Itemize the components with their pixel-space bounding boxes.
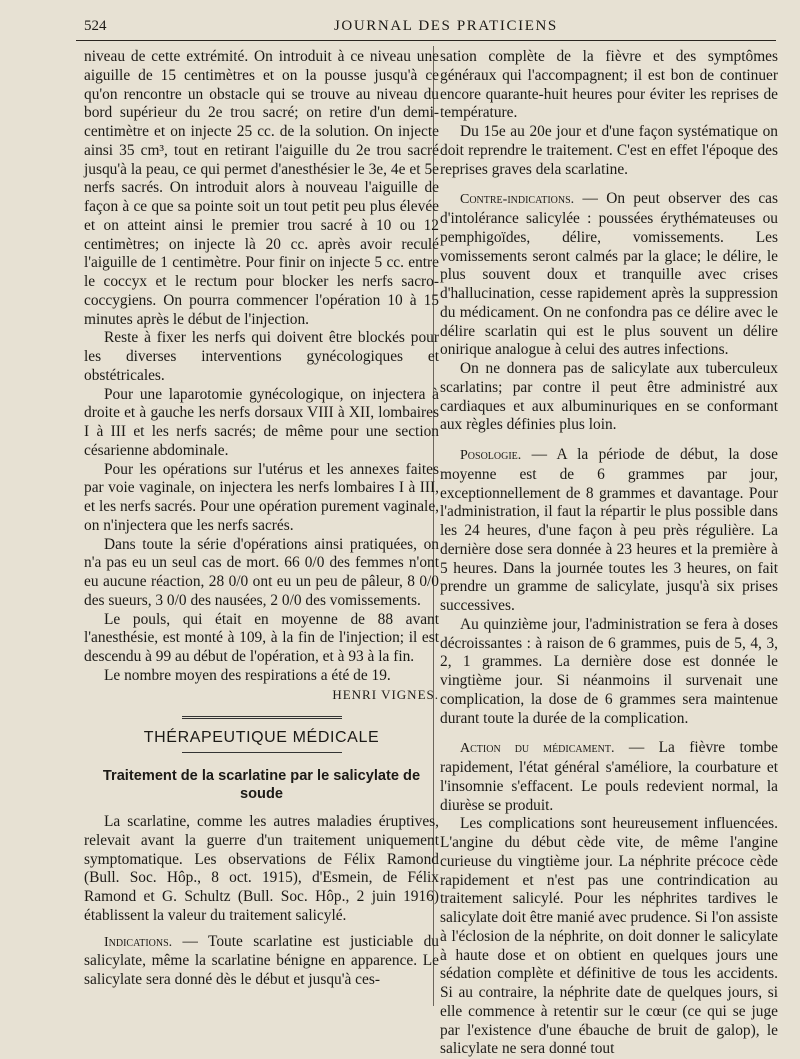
paragraph: Le nombre moyen des respirations a été de 19. <box>104 666 391 684</box>
paragraph <box>440 190 778 360</box>
subsection-label: Action du médicament. <box>460 741 615 757</box>
paragraph: sation complète de la fièvre et des symptômes généraux qui l'accompagnent; il est bon de continuer encore quarante-huit heures pour éviter les reprises de température. <box>440 48 778 122</box>
section-title: THÉRAPEUTIQUE MÉDICALE <box>143 729 380 747</box>
paragraph-text: — A la période de début, la dose moyenne est de 6 grammes par jour, exceptionnellement de 8 grammes et davantage. Pour l'administration, il faut la répartir le plus possible dans les 24 heures, d'une façon à peu près régulière. La dernière dose sera donnée à 23 heures et la première à 5 heures. Dans la journée toutes les 3 heures, on fait prendre un gramme de salicylate, jusqu'à six prises successives. <box>440 446 778 614</box>
paragraph: Pour les opérations sur l'utérus et les annexes faites par voie vaginale, on injectera les nerfs lombaires I à III, et les nerfs sacrés. Pour une opération purement vaginale, on n'injectera que les nerfs sacrés. <box>84 460 439 534</box>
author-signature: HENRI VIGNES. <box>332 686 439 702</box>
subsection-label: Contre-indications. <box>460 192 575 208</box>
section-divider <box>182 716 342 719</box>
paragraph: Les complications sont heureusement influencées. L'angine du début cède vite, de même l'angine curieuse du vingtième jour. La néphrite précoce cède rapidement et n'est pas une contrindication au traitement salicylé. Pour les néphrites tardives le salicylate doit être manié avec prudence. Si l'on assiste à l'éclosion de la néphrite, on doit donner le salicylate à haute dose et on obtient en quelques jours une sédation complète et définitive de tous les accidents. Si au contraire, la néphrite date de quelques jours, si elle commence à retentir sur le cœur (ce qui se juge par l'existence d'une ébauche de bruit de galop), le salicylate ne sera donné tout <box>440 815 778 1058</box>
paragraph <box>440 446 778 616</box>
paragraph-text: — On peut observer des cas d'intolérance salicylée : poussées érythémateuses ou pemphigoïdes, délire, vomissements. Les vomissements seront calmés par la glace; le délire, le plus souvent doux et tranquille avec crises d'hallucination, cesse rapidement après la suppression du médicament. On ne confondra pas ce délire avec le délire scarlatin qui est le plus souvent un délire onirique analogue à celui des autres infections. <box>440 190 778 359</box>
paragraph: La scarlatine, comme les autres maladies éruptives, relevait avant la guerre d'un traitement uniquement symptomatique. Les observations de Félix Ramond (Bull. Soc. Hôp., 8 oct. 1915), d'Esmein, de Félix Ramond et G. Schultz (Bull. Soc. Hôp., 2 juin 1916) établissent la valeur du traitement salicylé. <box>84 813 439 924</box>
article-title: Traitement de la scarlatine par le salicylate de soude <box>102 768 421 802</box>
paragraph: Le pouls, qui était en moyenne de 88 avant l'anesthésie, est monté à 109, à la fin de l'injection; il est descendu à 99 au début de l'opération, et à 93 à la fin. <box>84 610 439 665</box>
paragraph: Pour une laparotomie gynécologique, on injectera à droite et à gauche les nerfs dorsaux VIII à XII, lombaires I à III et les nerfs sacrés; de même pour une section césarienne abdominale. <box>84 385 439 459</box>
running-head <box>84 18 774 40</box>
subsection-label: Indications. <box>104 934 173 950</box>
paragraph <box>440 739 778 815</box>
paragraph: On ne donnera pas de salicylate aux tuberculeux scarlatins; par contre il peut être administré aux cardiaques et aux albuminuriques en se conformant aux règles définies plus loin. <box>440 360 778 434</box>
section-divider <box>182 752 342 753</box>
page-number: 524 <box>84 18 107 34</box>
paragraph: Dans toute la série d'opérations ainsi pratiquées, on n'a pas eu un seul cas de mort. 66 0/0 des femmes n'ont eu aucune réaction, 28 0/0 ont eu un peu de pâleur, 8 0/0 des sueurs, 3 0/0 des nausées, 2 0/0 des vomissements. <box>84 535 439 609</box>
paragraph-text: — La fièvre tombe rapidement, l'état général s'améliore, la courbature et l'insomnie s'effacent. Le pouls redevient normal, la diurèse se produit. <box>440 739 778 814</box>
subsection-label: Posologie. <box>460 448 522 463</box>
paragraph: Du 15e au 20e jour et d'une façon systématique on doit reprendre le traitement. C'est en effet l'époque des reprises graves dela scarlatine. <box>440 123 778 178</box>
header-rule <box>76 40 776 41</box>
paragraph: niveau de cette extrémité. On introduit à ce niveau une aiguille de 15 centimètres et on la pousse jusqu'à ce qu'on rencontre un obstacle qui se trouve au niveau du bord supérieur du 2e trou sacré; on retire d'un demi-centimètre et on injecte 25 cc. de la solution. On injecte ainsi 35 cm³, tout en retirant l'aiguille du 2e trou sacré jusqu'à la peau, ce qui permet d'anesthésier le 3e, 4e et 5e nerfs sacrés. On introduit alors à nouveau l'aiguille de façon à ce que sa pointe soit un tout petit peu plus élevée et on atteint ainsi le premier trou sacré à 10 ou 12 centimètres; on injecte là 20 cc. après avoir reculé l'aiguille de 1 centimètre. Pour finir on injecte 5 cc. entre le coccyx et le rectum pour blocker les nerfs sacro-coccygiens. On pourra commencer l'opération 10 à 15 minutes après le début de l'injection. <box>84 48 439 328</box>
paragraph: Reste à fixer les nerfs qui doivent être blockés pour les diverses interventions gynécologiques et obstétricales. <box>84 329 439 384</box>
paragraph: Au quinzième jour, l'administration se fera à doses décroissantes : à raison de 6 grammes, puis de 5, 4, 3, 2, 1 grammes. La dernière dose est donnée le vingtième jour. Si néanmoins il survenait une complication, la dose de 6 grammes sera maintenue durant toute la durée de la complication. <box>440 615 778 727</box>
left-column <box>84 48 439 990</box>
paragraph <box>84 933 439 990</box>
right-column <box>440 48 778 1059</box>
journal-title: JOURNAL DES PRATICIENS <box>334 18 558 34</box>
paragraph-text: — Toute scarlatine est justiciable du salicylate, même la scarlatine bénigne en apparence. Le salicylate sera donné dès le début et jusqu'à ces- <box>84 932 439 988</box>
